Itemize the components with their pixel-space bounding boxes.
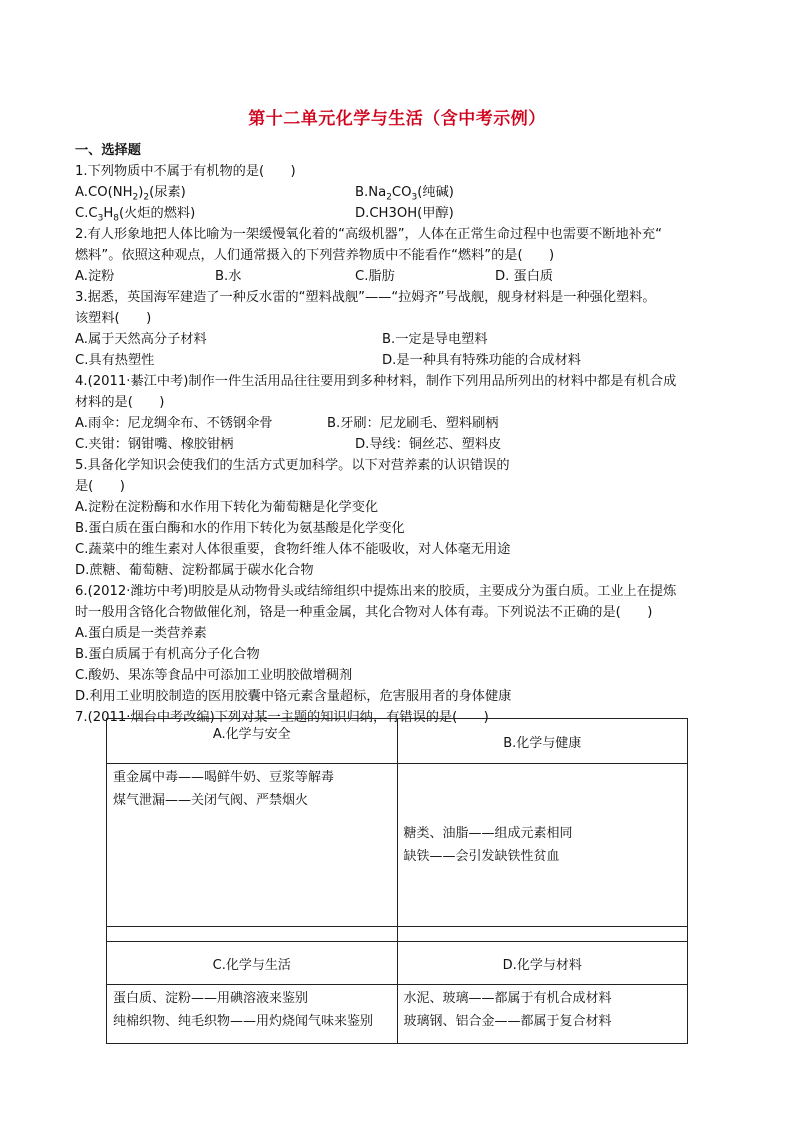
question-4-option-b: B.牙刷：尼龙刷毛、塑料刷柄 — [327, 416, 499, 431]
table-row — [107, 985, 688, 1044]
question-1-stem: 1.下列物质中不属于有机物的是( ) — [75, 164, 296, 179]
table-row — [107, 764, 688, 927]
question-5-stem-line-1: 5.具备化学知识会使我们的生活方式更加科学。以下对营养素的认识错误的 — [75, 458, 510, 473]
question-5-option-c: C.蔬菜中的维生素对人体很重要，食物纤维人体不能吸收，对人体毫无用途 — [75, 542, 511, 557]
question-1-option-d: D.CH3OH(甲醇) — [355, 206, 454, 221]
question-2-option-b: B.水 — [215, 269, 242, 284]
question-3-options-row-1 — [75, 329, 725, 350]
table-cell-d — [397, 985, 688, 1044]
question-3-option-a: A.属于天然高分子材料 — [75, 332, 207, 347]
question-4-option-d: D.导线：铜丝芯、塑料皮 — [355, 437, 502, 452]
knowledge-table — [106, 718, 688, 1044]
question-3-option-c: C.具有热塑性 — [75, 353, 155, 368]
question-4-option-c: C.夹钳：钢钳嘴、橡胶钳柄 — [75, 437, 234, 452]
table-spacer-cell — [107, 927, 398, 942]
question-3-stem-line-1: 3.据悉，英国海军建造了一种反水雷的“塑料战舰”——“拉姆齐”号战舰，舰身材料是一种强化塑料。 — [75, 290, 656, 305]
table-cell-c-line-2: 纯棉织物、纯毛织物——用灼烧闻气味来鉴别 — [113, 1014, 374, 1029]
question-2-stem-line-1: 2.有人形象地把人体比喻为一架缓慢氧化着的“高级机器”，人体在正常生命过程中也需要不断地补充“ — [75, 227, 662, 242]
table-header-d: D.化学与材料 — [397, 942, 688, 985]
table-row — [107, 719, 688, 764]
table-cell-b-line-1: 糖类、油脂——组成元素相同 — [403, 826, 573, 841]
question-2-option-c: C.脂肪 — [355, 269, 395, 284]
question-2-option-a: A.淀粉 — [75, 269, 115, 284]
table-row — [107, 927, 688, 942]
question-2-option-d: D. 蛋白质 — [495, 269, 554, 284]
question-4-stem-line-1: 4.(2011·綦江中考)制作一件生活用品往往要用到多种材料，制作下列用品所列出的材料中都是有机合成 — [75, 374, 677, 389]
question-list — [75, 140, 725, 728]
table-cell-b-line-2: 缺铁——会引发缺铁性贫血 — [403, 849, 560, 864]
question-4-options-row-1 — [75, 413, 725, 434]
table-header-b: B.化学与健康 — [397, 719, 688, 764]
question-5-option-d: D.蔗糖、葡萄糖、淀粉都属于碳水化合物 — [75, 563, 314, 578]
table-cell-a-line-1: 重金属中毒——喝鲜牛奶、豆浆等解毒 — [113, 770, 335, 785]
question-1-option-c: $C.C_3H_8$(火炬的燃料) — [75, 206, 196, 224]
table-cell-b — [397, 764, 688, 927]
question-3-stem-line-2: 该塑料( ) — [75, 311, 152, 326]
question-6-option-d: D.利用工业明胶制造的医用胶囊中铬元素含量超标，危害服用者的身体健康 — [75, 689, 512, 704]
question-3-option-b: B.一定是导电塑料 — [382, 332, 488, 347]
question-6-option-b: B.蛋白质属于有机高分子化合物 — [75, 647, 260, 662]
section-heading: 一、选择题 — [75, 143, 141, 158]
table-header-a: A.化学与安全 — [107, 719, 398, 764]
question-1-options-row-2 — [75, 203, 725, 224]
table-cell-c-line-1: 蛋白质、淀粉——用碘溶液来鉴别 — [113, 991, 309, 1006]
table-cell-a — [107, 764, 398, 927]
table-cell-c — [107, 985, 398, 1044]
question-2-stem-line-2: 燃料”。依照这种观点，人们通常摄入的下列营养物质中不能看作“燃料”的是( ) — [75, 248, 555, 263]
question-1-option-a: $A.CO(NH_2)_2$(尿素) — [75, 185, 186, 203]
question-6-option-a: A.蛋白质是一类营养素 — [75, 626, 207, 641]
question-4-options-row-2 — [75, 434, 725, 455]
question-1-options-row-1 — [75, 182, 725, 203]
question-1-option-b: $B.Na_2CO_3$(纯碱) — [355, 185, 454, 203]
table-row — [107, 942, 688, 985]
question-3-option-d: D.是一种具有特殊功能的合成材料 — [382, 353, 581, 368]
question-6-stem-line-1: 6.(2012·潍坊中考)明胶是从动物骨头或结缔组织中提炼出来的胶质，主要成分为蛋白质。工业上在提炼 — [75, 584, 677, 599]
question-7-stem: 7.(2011·烟台中考改编)下列对某一主题的知识归纳，有错误的是( ) — [75, 710, 489, 725]
question-6-stem-line-2: 时一般用含铬化合物做催化剂，铬是一种重金属，其化合物对人体有毒。下列说法不正确的是( ) — [75, 605, 653, 620]
table-cell-d-line-2: 玻璃钢、铝合金——都属于复合材料 — [403, 1014, 612, 1029]
question-5-stem-line-2: 是( ) — [75, 479, 125, 494]
question-5-option-b: B.蛋白质在蛋白酶和水的作用下转化为氨基酸是化学变化 — [75, 521, 405, 536]
table-cell-d-line-1: 水泥、玻璃——都属于有机合成材料 — [403, 991, 612, 1006]
question-4-option-a: A.雨伞：尼龙绸伞布、不锈钢伞骨 — [75, 416, 273, 431]
table-spacer-cell — [397, 927, 688, 942]
question-4-stem-line-2: 材料的是( ) — [75, 395, 165, 410]
table-header-c: C.化学与生活 — [107, 942, 398, 985]
question-5-option-a: A.淀粉在淀粉酶和水作用下转化为葡萄糖是化学变化 — [75, 500, 379, 515]
table-cell-a-line-2: 煤气泄漏——关闭气阀、严禁烟火 — [113, 793, 309, 808]
question-2-options — [75, 266, 725, 287]
document-title: 第十二单元化学与生活（含中考示例） — [248, 109, 546, 129]
question-6-option-c: C.酸奶、果冻等食品中可添加工业明胶做增稠剂 — [75, 668, 353, 683]
question-3-options-row-2 — [75, 350, 725, 371]
